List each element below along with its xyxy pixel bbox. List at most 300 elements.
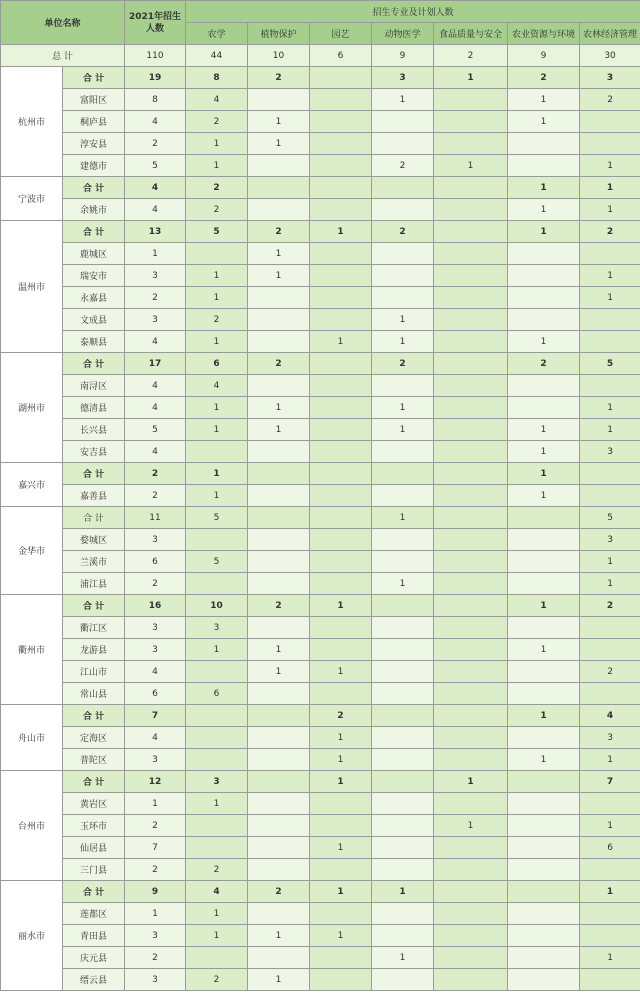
city-subtotal-row [1,771,640,793]
value-cell [372,595,434,617]
major-header: 农林经济管理 [580,23,640,45]
value-cell: 3 [125,749,186,771]
value-cell [580,485,640,507]
value-cell: 1 [248,243,310,265]
value-cell [434,441,508,463]
value-cell: 2 [186,969,248,991]
value-cell: 2 [125,485,186,507]
city-name: 丽水市 [1,881,63,991]
value-cell [434,661,508,683]
value-cell: 3 [125,265,186,287]
value-cell [580,617,640,639]
major-header: 动物医学 [372,23,434,45]
value-cell: 2 [372,353,434,375]
value-cell [508,529,580,551]
value-cell [508,155,580,177]
value-cell: 1 [434,771,508,793]
district-name: 合 计 [63,353,125,375]
value-cell [372,969,434,991]
district-name: 安吉县 [63,441,125,463]
value-cell: 4 [125,397,186,419]
district-name: 南浔区 [63,375,125,397]
value-cell: 3 [125,925,186,947]
value-cell: 1 [580,573,640,595]
value-cell [434,177,508,199]
value-cell [248,617,310,639]
value-cell [508,287,580,309]
value-cell [434,947,508,969]
district-row [1,199,640,221]
value-cell: 3 [372,67,434,89]
value-cell: 7 [580,771,640,793]
district-row [1,243,640,265]
value-cell [248,309,310,331]
value-cell: 1 [580,419,640,441]
value-cell [372,837,434,859]
value-cell: 3 [125,309,186,331]
value-cell: 4 [186,375,248,397]
value-cell: 4 [125,199,186,221]
value-cell: 1 [508,199,580,221]
value-cell: 1 [372,397,434,419]
value-cell [434,199,508,221]
district-row [1,793,640,815]
value-cell [372,771,434,793]
value-cell [372,287,434,309]
value-cell [310,859,372,881]
district-name: 合 计 [63,771,125,793]
value-cell [434,617,508,639]
value-cell: 2 [125,287,186,309]
value-cell [580,859,640,881]
value-cell [310,947,372,969]
value-cell: 2 [580,221,640,243]
value-cell [372,199,434,221]
district-name: 桐庐县 [63,111,125,133]
value-cell [248,529,310,551]
district-name: 合 计 [63,507,125,529]
district-row [1,837,640,859]
district-row [1,485,640,507]
value-cell: 2 [580,595,640,617]
value-cell: 7 [125,705,186,727]
value-cell: 11 [125,507,186,529]
district-name: 衢江区 [63,617,125,639]
value-cell [248,155,310,177]
value-cell: 2 [508,353,580,375]
value-cell: 3 [125,617,186,639]
value-cell: 2 [125,859,186,881]
district-name: 文成县 [63,309,125,331]
value-cell: 1 [580,287,640,309]
value-cell [580,331,640,353]
value-cell [508,397,580,419]
value-cell [310,155,372,177]
value-cell: 9 [125,881,186,903]
value-cell: 4 [125,331,186,353]
value-cell [310,441,372,463]
value-cell [434,287,508,309]
value-cell: 5 [580,507,640,529]
value-cell: 1 [372,947,434,969]
value-cell: 3 [580,441,640,463]
district-row [1,815,640,837]
value-cell: 1 [186,639,248,661]
value-cell: 6 [186,353,248,375]
district-name: 普陀区 [63,749,125,771]
major-header: 园艺 [310,23,372,45]
value-cell [372,111,434,133]
value-cell [248,287,310,309]
value-cell [508,375,580,397]
value-cell: 1 [580,815,640,837]
value-cell: 1 [580,155,640,177]
value-cell [580,133,640,155]
value-cell [186,529,248,551]
district-name: 兰溪市 [63,551,125,573]
value-cell: 3 [580,67,640,89]
value-cell [372,243,434,265]
district-name: 余姚市 [63,199,125,221]
value-cell: 1 [310,661,372,683]
value-cell [434,727,508,749]
district-name: 合 计 [63,177,125,199]
total-cell: 44 [186,45,248,67]
value-cell: 1 [372,419,434,441]
value-cell [372,529,434,551]
value-cell: 2 [248,595,310,617]
value-cell [310,67,372,89]
value-cell [310,683,372,705]
value-cell: 3 [125,529,186,551]
value-cell: 1 [186,331,248,353]
value-cell [310,617,372,639]
value-cell [248,771,310,793]
district-row [1,265,640,287]
district-name: 江山市 [63,661,125,683]
value-cell: 1 [372,507,434,529]
value-cell [248,749,310,771]
city-subtotal-row [1,463,640,485]
value-cell: 1 [248,661,310,683]
value-cell: 1 [508,595,580,617]
value-cell [248,727,310,749]
value-cell: 1 [186,485,248,507]
value-cell [508,683,580,705]
value-cell [434,221,508,243]
value-cell [310,287,372,309]
value-cell [248,837,310,859]
value-cell: 5 [186,507,248,529]
city-name: 台州市 [1,771,63,881]
value-cell: 2 [186,199,248,221]
value-cell [372,133,434,155]
value-cell: 1 [580,947,640,969]
value-cell: 2 [580,89,640,111]
value-cell [434,89,508,111]
value-cell: 2 [186,177,248,199]
value-cell [186,573,248,595]
value-cell [434,353,508,375]
value-cell: 1 [186,419,248,441]
value-cell [434,111,508,133]
value-cell [508,837,580,859]
value-cell [248,947,310,969]
district-name: 瑞安市 [63,265,125,287]
value-cell [508,661,580,683]
total-cell: 110 [125,45,186,67]
value-cell [186,705,248,727]
value-cell [248,551,310,573]
value-cell [434,551,508,573]
value-cell: 1 [186,397,248,419]
value-cell: 1 [125,243,186,265]
city-name: 金华市 [1,507,63,595]
value-cell [580,309,640,331]
value-cell [508,133,580,155]
value-cell: 8 [186,67,248,89]
value-cell [434,881,508,903]
value-cell: 1 [508,331,580,353]
value-cell [372,683,434,705]
value-cell [434,925,508,947]
value-cell [186,661,248,683]
value-cell [580,111,640,133]
value-cell: 1 [508,749,580,771]
district-name: 常山县 [63,683,125,705]
value-cell: 13 [125,221,186,243]
value-cell: 1 [508,705,580,727]
district-name: 定海区 [63,727,125,749]
value-cell: 1 [508,441,580,463]
value-cell: 1 [310,331,372,353]
district-name: 泰顺县 [63,331,125,353]
value-cell [372,859,434,881]
value-cell: 1 [186,463,248,485]
value-cell [580,463,640,485]
value-cell [434,133,508,155]
district-row [1,749,640,771]
value-cell [310,903,372,925]
district-row [1,419,640,441]
value-cell: 2 [125,463,186,485]
value-cell: 10 [186,595,248,617]
value-cell: 1 [434,815,508,837]
district-name: 鹿城区 [63,243,125,265]
value-cell [434,243,508,265]
value-cell [508,969,580,991]
table-body [1,45,640,991]
value-cell: 1 [372,309,434,331]
district-row [1,969,640,991]
value-cell: 7 [125,837,186,859]
value-cell: 2 [248,881,310,903]
value-cell [434,705,508,727]
value-cell: 1 [186,793,248,815]
value-cell [372,749,434,771]
value-cell [310,177,372,199]
value-cell: 6 [580,837,640,859]
district-name: 龙游县 [63,639,125,661]
value-cell: 1 [310,881,372,903]
value-cell [310,309,372,331]
district-name: 莲都区 [63,903,125,925]
total-cell: 9 [508,45,580,67]
value-cell: 2 [125,947,186,969]
value-cell: 1 [372,89,434,111]
value-cell [508,617,580,639]
value-cell: 2 [186,859,248,881]
value-cell: 5 [580,353,640,375]
value-cell [508,815,580,837]
value-cell [310,573,372,595]
value-cell: 4 [125,375,186,397]
value-cell [186,837,248,859]
total-cell: 30 [580,45,640,67]
value-cell: 4 [186,881,248,903]
value-cell [508,903,580,925]
value-cell [580,925,640,947]
value-cell [186,243,248,265]
district-name: 合 计 [63,67,125,89]
city-subtotal-row [1,595,640,617]
value-cell [310,111,372,133]
value-cell [434,837,508,859]
value-cell: 5 [125,155,186,177]
district-row [1,573,640,595]
value-cell: 3 [186,771,248,793]
value-cell [186,815,248,837]
value-cell: 1 [310,771,372,793]
district-name: 青田县 [63,925,125,947]
value-cell: 6 [125,683,186,705]
city-subtotal-row [1,705,640,727]
value-cell [434,639,508,661]
value-cell [372,639,434,661]
city-subtotal-row [1,177,640,199]
value-cell: 1 [310,925,372,947]
value-cell: 4 [125,727,186,749]
value-cell [248,177,310,199]
value-cell [248,331,310,353]
district-name: 合 计 [63,705,125,727]
district-name: 黄岩区 [63,793,125,815]
value-cell [248,441,310,463]
value-cell [372,485,434,507]
value-cell [310,133,372,155]
value-cell: 2 [248,67,310,89]
value-cell [580,639,640,661]
value-cell: 2 [248,353,310,375]
district-name: 浦江县 [63,573,125,595]
value-cell [310,419,372,441]
value-cell: 1 [186,155,248,177]
value-cell: 5 [125,419,186,441]
value-cell: 1 [372,573,434,595]
value-cell: 1 [248,969,310,991]
value-cell: 12 [125,771,186,793]
value-cell [580,793,640,815]
value-cell [186,727,248,749]
value-cell [310,969,372,991]
value-cell: 1 [580,881,640,903]
value-cell [434,749,508,771]
value-cell [508,507,580,529]
value-cell: 1 [508,463,580,485]
value-cell [372,441,434,463]
value-cell [248,485,310,507]
value-cell: 1 [580,265,640,287]
city-subtotal-row [1,353,640,375]
value-cell [434,309,508,331]
city-name: 宁波市 [1,177,63,221]
value-cell: 6 [125,551,186,573]
district-name: 合 计 [63,221,125,243]
value-cell: 1 [508,221,580,243]
value-cell: 4 [186,89,248,111]
major-header: 农业资源与环境 [508,23,580,45]
value-cell: 2 [125,133,186,155]
value-cell: 1 [248,111,310,133]
city-name: 舟山市 [1,705,63,771]
total-label: 总 计 [1,45,125,67]
district-row [1,551,640,573]
value-cell [508,551,580,573]
value-cell: 1 [580,177,640,199]
value-cell: 2 [186,111,248,133]
value-cell [372,661,434,683]
value-cell [310,199,372,221]
value-cell [372,177,434,199]
value-cell: 2 [125,573,186,595]
district-row [1,375,640,397]
district-row [1,331,640,353]
value-cell [310,463,372,485]
value-cell: 4 [125,111,186,133]
value-cell [434,485,508,507]
value-cell: 1 [580,749,640,771]
value-cell: 4 [580,705,640,727]
district-name: 嘉善县 [63,485,125,507]
value-cell [248,903,310,925]
value-cell [248,507,310,529]
value-cell [372,727,434,749]
enroll-count-header: 2021年招生人数 [125,1,186,45]
value-cell [372,815,434,837]
value-cell [310,815,372,837]
value-cell [434,529,508,551]
value-cell: 1 [186,903,248,925]
district-row [1,925,640,947]
district-row [1,639,640,661]
value-cell: 19 [125,67,186,89]
district-name: 合 计 [63,463,125,485]
value-cell: 2 [186,309,248,331]
value-cell [310,793,372,815]
district-name: 长兴县 [63,419,125,441]
value-cell [186,749,248,771]
value-cell: 4 [125,661,186,683]
value-cell: 1 [310,837,372,859]
value-cell: 17 [125,353,186,375]
value-cell [508,771,580,793]
value-cell [434,507,508,529]
district-row [1,89,640,111]
district-row [1,727,640,749]
value-cell: 8 [125,89,186,111]
value-cell [248,859,310,881]
value-cell [580,375,640,397]
